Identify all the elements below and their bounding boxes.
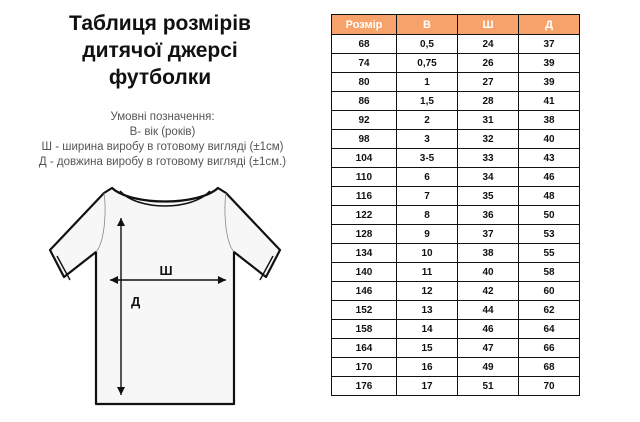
width-cell: 37 [458, 225, 519, 244]
tshirt-icon [50, 188, 280, 404]
page-title [40, 10, 280, 91]
length-cell: 50 [519, 206, 580, 225]
width-cell: 51 [458, 377, 519, 396]
header-age: В [397, 15, 458, 35]
age-cell: 17 [397, 377, 458, 396]
width-label: Ш [159, 263, 173, 278]
header-length: Д [519, 15, 580, 35]
size-cell: 104 [332, 149, 397, 168]
header-size: Розмір [332, 15, 397, 35]
age-cell: 10 [397, 244, 458, 263]
width-cell: 35 [458, 187, 519, 206]
table-row [332, 263, 580, 282]
size-cell: 116 [332, 187, 397, 206]
table-row [332, 130, 580, 149]
size-cell: 170 [332, 358, 397, 377]
width-cell: 34 [458, 168, 519, 187]
size-cell: 80 [332, 73, 397, 92]
table-row [332, 168, 580, 187]
length-cell: 43 [519, 149, 580, 168]
width-cell: 33 [458, 149, 519, 168]
age-cell: 0,5 [397, 35, 458, 54]
width-cell: 28 [458, 92, 519, 111]
table-row [332, 225, 580, 244]
size-cell: 110 [332, 168, 397, 187]
title-line-2: дитячої джерсі [82, 39, 238, 62]
size-cell: 74 [332, 54, 397, 73]
age-cell: 16 [397, 358, 458, 377]
length-cell: 58 [519, 263, 580, 282]
width-cell: 31 [458, 111, 519, 130]
age-cell: 3 [397, 130, 458, 149]
age-cell: 11 [397, 263, 458, 282]
table-row [332, 244, 580, 263]
age-cell: 8 [397, 206, 458, 225]
length-cell: 48 [519, 187, 580, 206]
length-cell: 62 [519, 301, 580, 320]
size-cell: 122 [332, 206, 397, 225]
width-cell: 27 [458, 73, 519, 92]
length-cell: 53 [519, 225, 580, 244]
size-cell: 176 [332, 377, 397, 396]
length-cell: 70 [519, 377, 580, 396]
table-row [332, 149, 580, 168]
size-cell: 152 [332, 301, 397, 320]
size-cell: 134 [332, 244, 397, 263]
length-cell: 66 [519, 339, 580, 358]
table-row [332, 339, 580, 358]
legend [0, 110, 325, 170]
width-cell: 24 [458, 35, 519, 54]
table-row [332, 358, 580, 377]
length-cell: 55 [519, 244, 580, 263]
age-cell: 2 [397, 111, 458, 130]
legend-heading: Умовні позначення: [110, 111, 215, 123]
table-row [332, 111, 580, 130]
tshirt-diagram [40, 180, 290, 410]
size-table [331, 14, 580, 396]
table-row [332, 320, 580, 339]
age-cell: 1 [397, 73, 458, 92]
table-row [332, 377, 580, 396]
table-row [332, 92, 580, 111]
width-cell: 32 [458, 130, 519, 149]
age-cell: 7 [397, 187, 458, 206]
size-cell: 86 [332, 92, 397, 111]
length-cell: 40 [519, 130, 580, 149]
length-cell: 68 [519, 358, 580, 377]
width-cell: 44 [458, 301, 519, 320]
table-row [332, 206, 580, 225]
width-cell: 47 [458, 339, 519, 358]
title-line-1: Таблиця розмірів [69, 12, 251, 35]
width-cell: 40 [458, 263, 519, 282]
size-cell: 98 [332, 130, 397, 149]
age-cell: 0,75 [397, 54, 458, 73]
age-cell: 14 [397, 320, 458, 339]
table-row [332, 282, 580, 301]
width-cell: 46 [458, 320, 519, 339]
age-cell: 13 [397, 301, 458, 320]
size-cell: 68 [332, 35, 397, 54]
table-row [332, 301, 580, 320]
size-cell: 140 [332, 263, 397, 282]
width-cell: 49 [458, 358, 519, 377]
table-row [332, 35, 580, 54]
width-cell: 26 [458, 54, 519, 73]
age-cell: 15 [397, 339, 458, 358]
table-row [332, 187, 580, 206]
length-cell: 60 [519, 282, 580, 301]
age-cell: 3-5 [397, 149, 458, 168]
table-row [332, 54, 580, 73]
legend-length: Д - довжина виробу в готовому вигляді (±1см.) [38, 156, 287, 168]
length-cell: 37 [519, 35, 580, 54]
age-cell: 1,5 [397, 92, 458, 111]
legend-age: В- вік (років) [129, 126, 196, 138]
width-cell: 36 [458, 206, 519, 225]
length-label: Д [131, 294, 141, 309]
age-cell: 12 [397, 282, 458, 301]
legend-width: Ш - ширина виробу в готовому вигляді (±1см) [41, 141, 284, 153]
age-cell: 6 [397, 168, 458, 187]
length-cell: 38 [519, 111, 580, 130]
table-row [332, 73, 580, 92]
width-cell: 38 [458, 244, 519, 263]
size-cell: 92 [332, 111, 397, 130]
length-cell: 46 [519, 168, 580, 187]
size-cell: 158 [332, 320, 397, 339]
length-cell: 64 [519, 320, 580, 339]
length-cell: 39 [519, 73, 580, 92]
width-cell: 42 [458, 282, 519, 301]
length-cell: 41 [519, 92, 580, 111]
size-cell: 146 [332, 282, 397, 301]
table-body [332, 35, 580, 396]
size-cell: 128 [332, 225, 397, 244]
table-header-row [332, 15, 580, 35]
length-cell: 39 [519, 54, 580, 73]
header-width: Ш [458, 15, 519, 35]
title-line-3: футболки [108, 66, 212, 89]
age-cell: 9 [397, 225, 458, 244]
size-cell: 164 [332, 339, 397, 358]
